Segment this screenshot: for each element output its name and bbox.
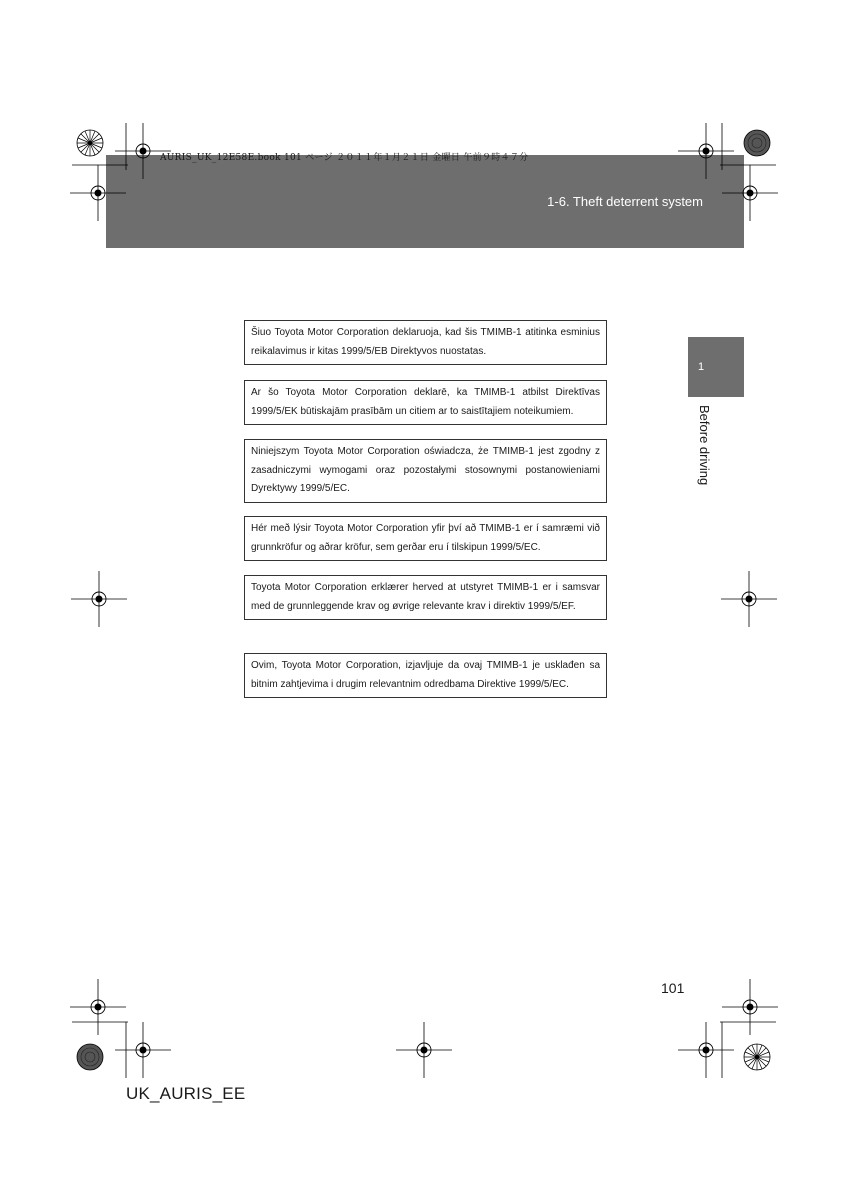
notice-box-polish: Niniejszym Toyota Motor Corporation oświadcza, że TMIMB-1 jest zgodny z zasadniczymi wymogami oraz pozostałymi stosownymi postanowieniami Dyrektywy 1999/5/EC. [244,439,607,503]
notice-box-norwegian: Toyota Motor Corporation erklærer herved at utstyret TMIMB-1 er i samsvar med de grunnleggende krav og øvrige relevante krav i direktiv 1999/5/EF. [244,575,607,620]
notice-box-icelandic: Hér með lýsir Toyota Motor Corporation yfir því að TMIMB-1 er í samræmi við grunnkröfur og aðrar kröfur, sem gerðar eru í tilskipun 1999/5/EC. [244,516,607,561]
notice-box-latvian: Ar šo Toyota Motor Corporation deklarē, ka TMIMB-1 atbilst Direktīvas 1999/5/EK būtiskajām prasībām un citiem ar to saistītajiem noteikumiem. [244,380,607,425]
chapter-number: 1 [698,361,705,373]
notice-box-croatian: Ovim, Toyota Motor Corporation, izjavljuje da ovaj TMIMB-1 je usklađen sa bitnim zahtjevima i drugim relevantnim odredbama Direktive 1999/5/EC. [244,653,607,698]
book-info-line: AURIS_UK_12E58E.book 101 ページ ２０１１年１月２１日 金曜日 午前９時４７分 [160,153,529,163]
chapter-label: Before driving [697,405,712,486]
section-title: 1-6. Theft deterrent system [547,194,703,209]
page-number: 101 [661,980,685,996]
footer-code: UK_AURIS_EE [126,1084,246,1103]
notice-box-lithuanian: Šiuo Toyota Motor Corporation deklaruoja, kad šis TMIMB-1 atitinka esminius reikalavimus ir kitas 1999/5/EB Direktyvos nuostatas. [244,320,607,365]
